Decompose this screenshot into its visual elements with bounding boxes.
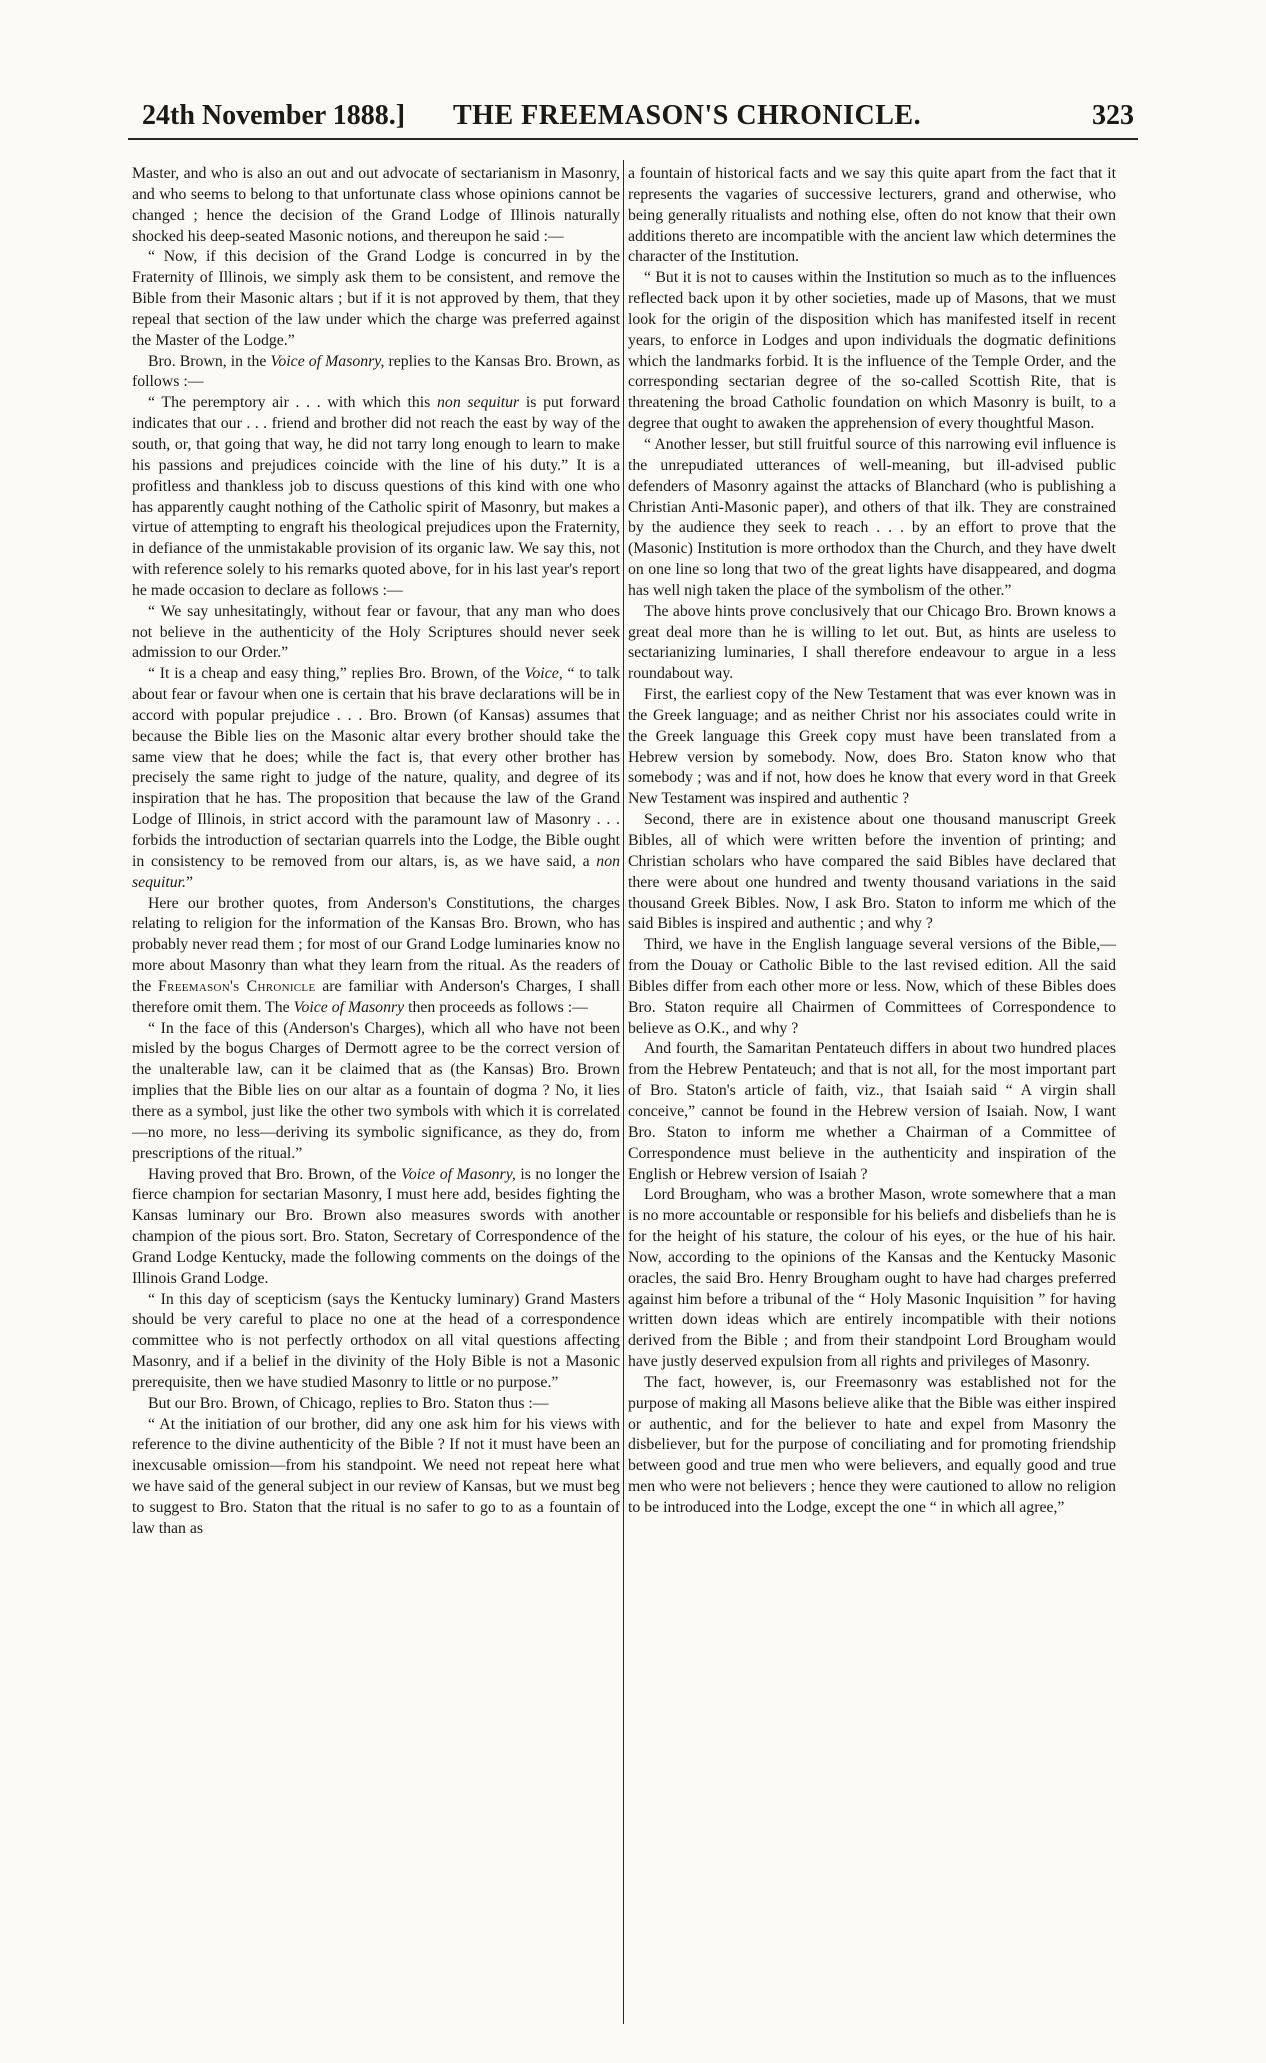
paragraph: “ Now, if this decision of the Grand Lodge is concurred in by the Fraternity of Illinois, we simply ask them to be consistent, and remove the Bible from their Masonic altars ; but if it is not approved by them, that they repeal that section of the law under which the charge was preferred against the Master of the Lodge.” — [132, 248, 620, 349]
paragraph: But our Bro. Brown, of Chicago, replies to Bro. Staton thus :— — [148, 1394, 549, 1412]
paragraph: Second, there are in existence about one thousand manuscript Greek Bibles, all of which were written before the invention of printing; and Christian scholars who have compared the said Bibles have declared that there were about one hundred and twenty thousand variations in the said thousand Greek Bibles. Now, I ask Bro. Staton to inform me which of the said Bibles is inspired and authentic ; and why ? — [628, 811, 1116, 933]
paragraph: “ Another lesser, but still fruitful source of this narrowing evil influence is the unrepudiated utterances of well-meaning, but ill-advised public defenders of Masonry against the attacks of Blanchard (who is publishing a Christian Anti-Masonic paper), and others of that ilk. They are constrained by the audience they seek to reach . . . by an effort to prove that the (Masonic) Institution is more orthodox than the Church, and they have dwelt on one line so long that two of the great lights have disappeared, and dogma has well nigh taken the place of the symbolism of the other.” — [628, 435, 1116, 599]
masthead — [128, 96, 1138, 140]
paragraph: The above hints prove conclusively that our Chicago Bro. Brown knows a great deal more than he is willing to let out. But, as hints are useless to sectarianizing luminaries, I shall therefore endeavour to argue in a less roundabout way. — [628, 602, 1116, 683]
paragraph: a fountain of historical facts and we say this quite apart from the fact that it represents the vagaries of successive lecturers, grand and otherwise, who being generally ritualists and nothing else, often do not know that their own additions thereto are incompatible with the ancient law which determines the character of the Institution. — [628, 165, 1116, 266]
publication-title: THE FREEMASON'S CHRONICLE. — [453, 100, 922, 131]
paragraph: “ It is a cheap and easy thing,” replies Bro. Brown, of the Voice, “ to talk about fear or favour when one is certain that his brave declarations will be in accord with popular prejudice . . . Bro. Brown (of Kansas) assumes that because the Bible lies on the Masonic altar every brother should take the same view that he does; while the fact is, that every other brother has precisely the same right to judge of the nature, quality, and degree of its inspiration that he has. The proposition that because the law of the Grand Lodge of Illinois, in strict accord with the paramount law of Masonry . . . forbids the introduction of sectarian quarrels into the Lodge, the Bible ought in consistency to be removed from our altars, is, as we have said, a non sequitur.” — [132, 665, 620, 891]
paragraph: “ In this day of scepticism (says the Kentucky luminary) Grand Masters should be very careful to place no one at the head of a correspondence committee who is not perfectly orthodox on all vital questions affecting Masonry, and if a belief in the divinity of the Holy Bible is not a Masonic prerequisite, then we have studied Masonry to little or no purpose.” — [132, 1290, 620, 1391]
paragraph: First, the earliest copy of the New Testament that was ever known was in the Greek language; and as neither Christ nor his associates could write in the Greek language this Greek copy must have been translated from a Hebrew version by somebody. Now, does Bro. Staton know who that somebody ; was and if not, how does he know that every word in that Greek New Testament was inspired and authentic ? — [628, 686, 1116, 808]
paragraph: “ But it is not to causes within the Institution so much as to the influences reflected back upon it by other societies, made up of Masons, that we must look for the origin of the disposition which has manifested itself in recent years, to enforce in Lodges and upon individuals the dogmatic definitions which the landmarks forbid. It is the influence of the Temple Order, and the corresponding sectarian degree of the so-called Scottish Rite, that is threatening the broad Catholic foundation on which Masonry is built, to a degree that ought to awaken the apprehension of every thoughtful Mason. — [628, 269, 1116, 433]
paragraph: “ The peremptory air . . . with which this non sequitur is put forward indicates that our . . . friend and brother did not reach the east by way of the south, or, that going that way, he did not tarry long enough to learn to make his passions and prejudices coincide with the line of his duty.” It is a profitless and thankless job to discuss questions of this kind with one who has apparently caught nothing of the Catholic spirit of Masonry, but makes a virtue of attempting to engraft his theological prejudices upon the Fraternity, in defiance of the unmistakable provision of its organic law. We say this, not with reference solely to his remarks quoted above, for in his last year's report he made occasion to declare as follows :— — [132, 394, 620, 599]
paragraph: Lord Brougham, who was a brother Mason, wrote somewhere that a man is no more accountable or responsible for his beliefs and disbeliefs than he is for the height of his stature, the colour of his eyes, or the hue of his hair. Now, according to the opinions of the Kansas and the Kentucky Masonic oracles, the said Bro. Henry Brougham ought to have had charges preferred against him before a tribunal of the “ Holy Masonic Inquisition ” for having written down ideas which are entirely incompatible with their notions derived from the Bible ; and from their standpoint Lord Brougham would have justly deserved expulsion from all rights and privileges of Masonry. — [628, 1186, 1116, 1371]
column-rule — [623, 160, 624, 2024]
paragraph: And fourth, the Samaritan Pentateuch differs in about two hundred places from the Hebrew Pentateuch; and that is not all, for the most important part of Bro. Staton's article of faith, viz., that Isaiah said “ A virgin shall conceive,” cannot be found in the Hebrew version of Isaiah. Now, I want Bro. Staton to inform me whether a Chairman of a Committee of Correspondence must believe in the authenticity and inspiration of the English or Hebrew version of Isaiah ? — [628, 1040, 1116, 1183]
issue-date: 24th November 1888.] — [142, 100, 406, 131]
left-column — [132, 164, 620, 2024]
paragraph: Third, we have in the English language several versions of the Bible,—from the Douay or Catholic Bible to the last revised edition. All the said Bibles differ from each other more or less. Now, which of these Bibles does Bro. Staton require all Chairmen of Committees of Correspondence to believe as O.K., and why ? — [628, 936, 1116, 1037]
paragraph: “ At the initiation of our brother, did any one ask him for his views with reference to the divine authenticity of the Bible ? If not it must have been an inexcusable omission—from his standpoint. We need not repeat here what we have said of the general subject in our review of Kansas, but we must beg to suggest to Bro. Staton that the ritual is no safer to go to as a fountain of law than as — [132, 1415, 620, 1537]
paragraph: Bro. Brown, in the Voice of Masonry, replies to the Kansas Bro. Brown, as follows :— — [132, 352, 620, 391]
paragraph: Having proved that Bro. Brown, of the Voice of Masonry, is no longer the fierce champion for sectarian Masonry, I must here add, besides fighting the Kansas luminary our Bro. Brown also measures swords with another champion of the pious sort. Bro. Staton, Secretary of Correspondence of the Grand Lodge Kentucky, made the following comments on the doings of the Illinois Grand Lodge. — [132, 1165, 620, 1287]
page-number: 323 — [1092, 100, 1134, 131]
paragraph: “ In the face of this (Anderson's Charges), which all who have not been misled by the bogus Charges of Dermott agree to be the correct version of the unalterable law, can it be claimed that as (the Kansas) Bro. Brown implies that the Bible lies on our altar as a fountain of dogma ? No, it lies there as a symbol, just like the other two symbols with which it is correlated—no more, no less—deriving its symbolic significance, as they do, from prescriptions of the ritual.” — [132, 1019, 620, 1162]
paragraph: Master, and who is also an out and out advocate of sectarianism in Masonry, and who seems to belong to that unfortunate class whose opinions cannot be changed ; hence the decision of the Grand Lodge of Illinois naturally shocked his deep-seated Masonic notions, and thereupon he said :— — [132, 165, 620, 245]
right-column — [628, 164, 1116, 2024]
paragraph: Here our brother quotes, from Anderson's Constitutions, the charges relating to religion for the information of the Kansas Bro. Brown, who has probably never read them ; for most of our Grand Lodge luminaries know no more about Masonry than what they learn from the ritual. As the readers of the Freemason's Chronicle are familiar with Anderson's Charges, I shall therefore omit them. The Voice of Masonry then proceeds as follows :— — [132, 894, 620, 1016]
paragraph: “ We say unhesitatingly, without fear or favour, that any man who does not believe in the authenticity of the Holy Scriptures should never seek admission to our Order.” — [132, 602, 620, 662]
paragraph: The fact, however, is, our Freemasonry was established not for the purpose of making all Masons believe alike that the Bible was either inspired or authentic, and for the believer to hate and expel from Masonry the disbeliever, but for the purpose of conciliating and for promoting friendship between good and true men who were believers, and equally good and true men who were not believers ; hence they were cautioned to allow no religion to be introduced into the Lodge, except the one “ in which all agree,” — [628, 1373, 1116, 1516]
